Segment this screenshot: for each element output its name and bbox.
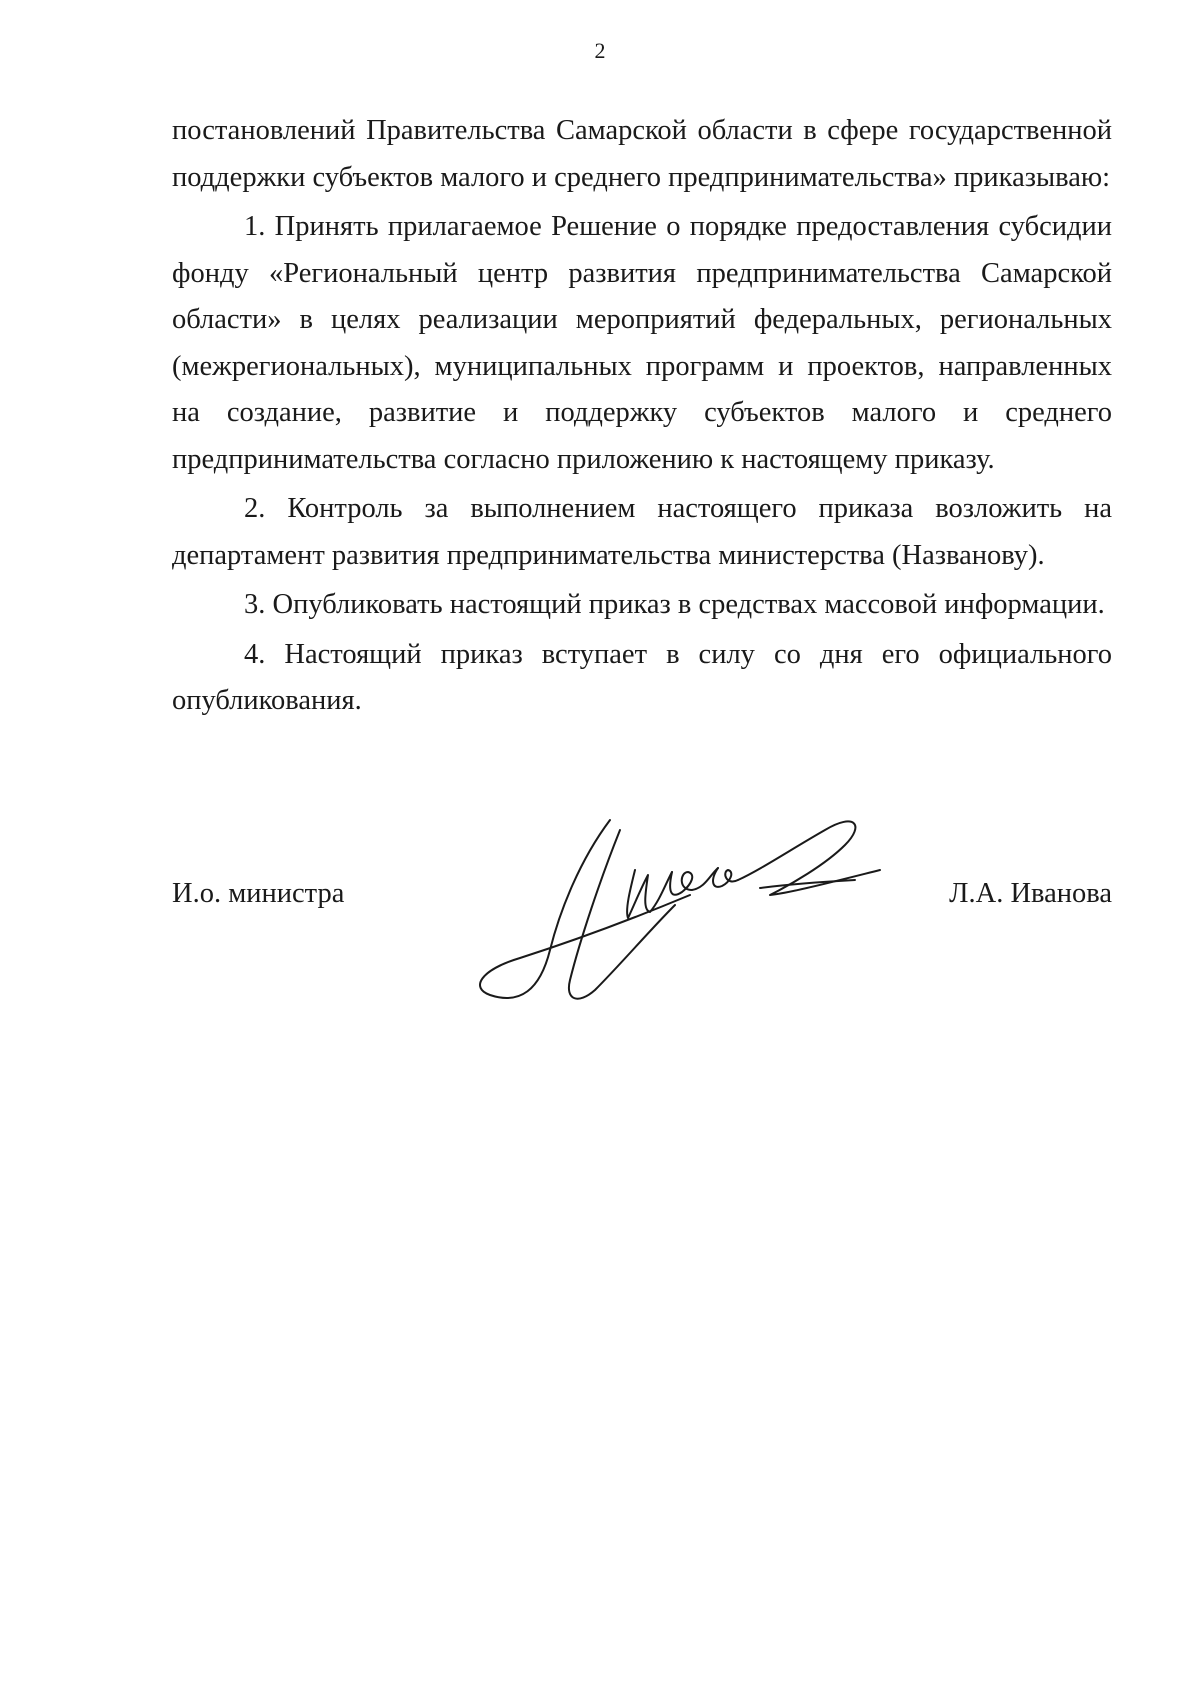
- handwritten-signature: [460, 800, 900, 1010]
- signer-name: Л.А. Иванова: [949, 878, 1112, 909]
- paragraph-continuation: постановлений Правительства Самарской области в сфере государственной поддержки субъектов малого и среднего предпринимательства» приказываю:: [172, 115, 1112, 193]
- page-number: 2: [594, 38, 606, 63]
- signer-title: И.о. министра: [172, 878, 345, 909]
- paragraph-item-4: 4. Настоящий приказ вступает в силу со дня его официального опубликования.: [172, 638, 1112, 716]
- document-body: [172, 108, 1112, 725]
- paragraph-item-3: 3. Опубликовать настоящий приказ в средствах массовой информации.: [244, 589, 1105, 620]
- paragraph-item-1: 1. Принять прилагаемое Решение о порядке предоставления субсидии фонду «Региональный центр развития предпринимательства Самарской области» в целях реализации мероприятий федеральных, региональных (межрегиональных), муниципальных программ и проектов, направленных на создание, развитие и поддержку субъектов малого и среднего предпринимательства согласно приложению к настоящему приказу.: [172, 211, 1112, 475]
- paragraph-item-2: 2. Контроль за выполнением настоящего приказа возложить на департамент развития предпринимательства министерства (Названову).: [172, 493, 1112, 571]
